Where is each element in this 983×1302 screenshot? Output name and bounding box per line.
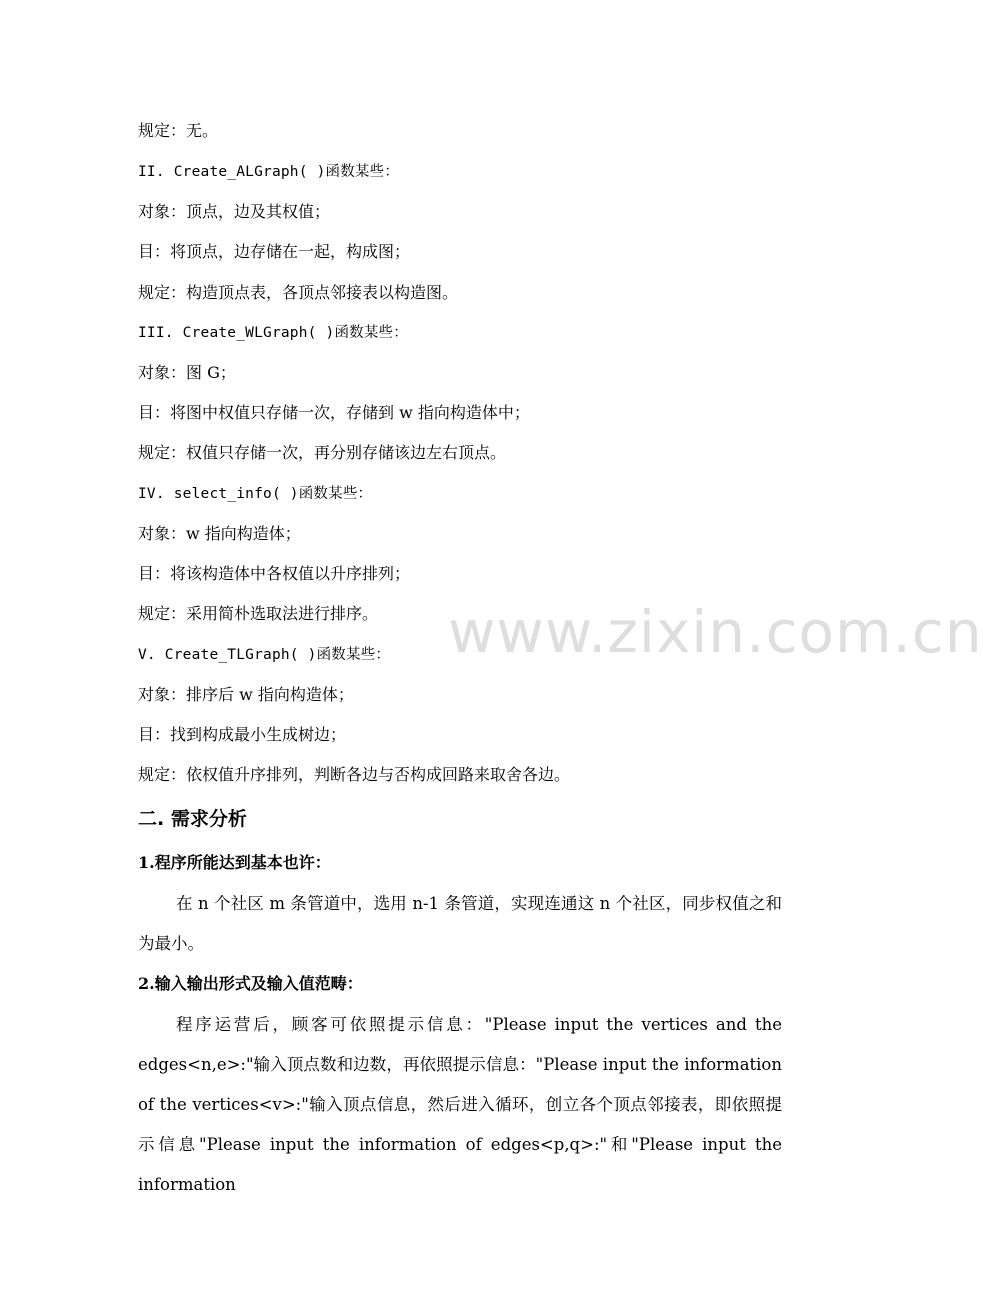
watermark: www.zixin.com.cn — [448, 598, 983, 666]
function-heading: V. Create_TLGraph( )函数某些： — [138, 647, 391, 663]
text-line: 规定：依权值升序排列，判断各边与否构成回路来取舍各边。 — [138, 765, 571, 784]
paragraph — [138, 884, 782, 964]
text-line: 对象：图 G； — [138, 363, 236, 382]
paragraph-text: 程序运营后，顾客可依照提示信息："Please input the vertices and the edges<n,e>:"输入顶点数和边数，再依照提示信息："Please input the information of the vertices<v>:"输入顶点信息，然后进入循环，创立各个顶点邻接表，即依照提示信息"Please input the information of edges<p,q>:"和"Please input the information — [138, 1015, 782, 1194]
paragraph-text: 在 n 个社区 m 条管道中，选用 n-1 条管道，实现连通这 n 个社区，同步权值之和为最小。 — [138, 894, 782, 953]
text-line: 对象：w 指向构造体； — [138, 524, 301, 543]
text-line: 对象：顶点，边及其权值； — [138, 202, 331, 221]
text-line: 规定：构造顶点表，各顶点邻接表以构造图。 — [138, 283, 459, 302]
text-line: 对象：排序后 w 指向构造体； — [138, 685, 354, 704]
text-line: 目：将顶点，边存储在一起，构成图； — [138, 242, 411, 261]
text-line: 规定：采用简朴选取法进行排序。 — [138, 604, 379, 623]
section-heading: 二. 需求分析 — [138, 808, 247, 830]
text-line: 目：将该构造体中各权值以升序排列； — [138, 564, 411, 583]
function-heading: II. Create_ALGraph( )函数某些： — [138, 164, 400, 180]
paragraph — [138, 1005, 782, 1205]
text-line: 目：找到构成最小生成树边； — [138, 725, 347, 744]
subsection-title: 1.程序所能达到基本也许： — [138, 853, 331, 872]
function-heading: IV. select_info( )函数某些： — [138, 486, 373, 502]
text-line: 规定：权值只存储一次，再分别存储该边左右顶点。 — [138, 443, 507, 462]
text-line: 目：将图中权值只存储一次，存储到 w 指向构造体中； — [138, 403, 530, 422]
function-heading: III. Create_WLGraph( )函数某些： — [138, 325, 408, 341]
text-line: 规定：无。 — [138, 121, 219, 140]
subsection-title: 2.输入输出形式及输入值范畴： — [138, 974, 363, 993]
